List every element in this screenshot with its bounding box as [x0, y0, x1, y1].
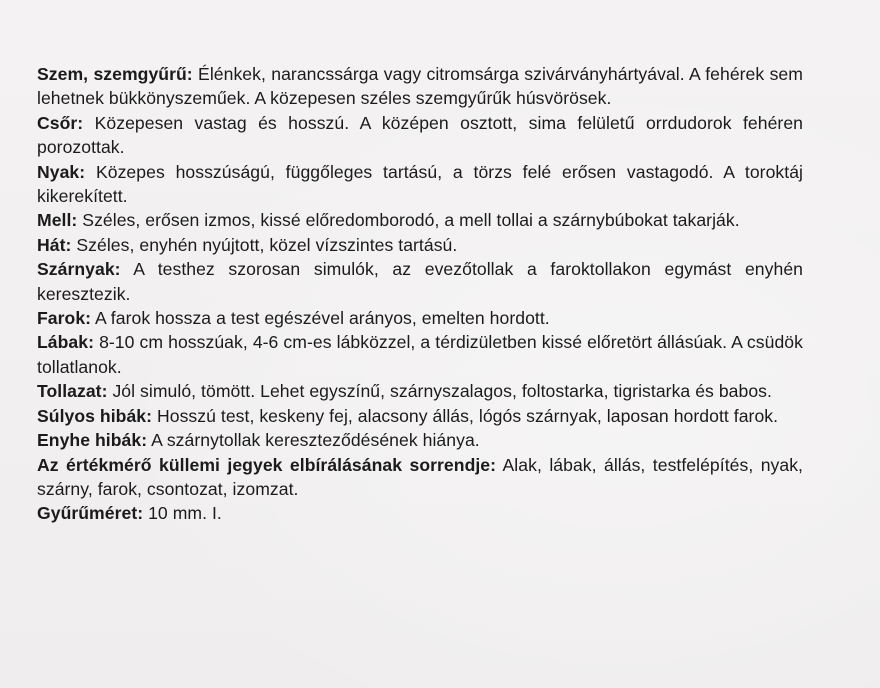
entry-term: Mell: — [37, 210, 78, 231]
entry-text: A testhez szorosan simulók, az evezőtollak a faroktollakon egymást enyhén keresztezik. — [37, 259, 803, 304]
entry-legs — [37, 330, 803, 379]
entry-term: Csőr: — [37, 112, 84, 133]
entry-text: 8-10 cm hosszúak, 4-6 cm-es lábközzel, a térdizületben kissé előretört állásúak. A csüdök tollatlanok. — [37, 332, 803, 377]
entry-term: Súlyos hibák: — [37, 405, 153, 426]
entry-neck — [37, 160, 803, 209]
entry-text: Alak, lábak, állás, testfelépítés, nyak, szárny, farok, csontozat, izomzat. — [37, 454, 803, 499]
entry-text: Széles, erősen izmos, kissé előredomborodó, a mell tollai a szárnybúbokat takarják. — [82, 210, 740, 231]
entry-judging-order — [37, 453, 803, 502]
entry-term: Nyak: — [37, 161, 86, 182]
entry-text: Közepes hosszúságú, függőleges tartású, a törzs felé erősen vastagodó. A toroktáj kikerekített. — [37, 161, 803, 207]
entry-term: Farok: — [37, 308, 92, 329]
entry-term: Enyhe hibák: — [37, 430, 148, 451]
entry-term: Hát: — [37, 234, 72, 255]
entry-term: Szem, szemgyűrű: — [37, 64, 193, 84]
entry-text: Élénkek, narancssárga vagy citromsárga szivárványhártyával. A fehérek sem lehetnek bükkönyszeműek. A közepesen széles szemgyűrűk húsvörösek. — [37, 64, 803, 109]
entry-minor-faults — [37, 428, 803, 452]
entry-tail — [37, 306, 803, 330]
entry-text: Jól simuló, tömött. Lehet egyszínű, szárnyszalagos, foltostarka, tigristarka és babos. — [112, 381, 772, 402]
entry-term: Tollazat: — [37, 381, 108, 402]
entry-term: Szárnyak: — [37, 259, 121, 280]
entry-eye — [37, 62, 803, 111]
entry-breast — [37, 208, 803, 232]
entry-text: Széles, enyhén nyújtott, közel vízszintes tartású. — [76, 234, 458, 255]
entry-back — [37, 233, 803, 257]
entry-text: Közepesen vastag és hosszú. A középen osztott, sima felületű orrdudorok fehéren porozottak. — [37, 112, 803, 158]
entry-text: 10 mm. I. — [148, 503, 222, 524]
entry-plumage — [37, 379, 803, 403]
entry-ring-size — [37, 501, 803, 525]
entry-text: Hosszú test, keskeny fej, alacsony állás, lógós szárnyak, laposan hordott farok. — [157, 405, 779, 426]
entry-term: Gyűrűméret: — [37, 503, 144, 524]
entry-serious-faults — [37, 404, 803, 428]
entry-term: Az értékmérő küllemi jegyek elbírálásának sorrendje: — [37, 454, 497, 475]
entry-text: A farok hossza a test egészével arányos, emelten hordott. — [95, 308, 550, 329]
entry-wings — [37, 257, 803, 306]
entry-beak — [37, 111, 803, 160]
entry-term: Lábak: — [37, 332, 95, 353]
breed-standard-text — [37, 62, 803, 526]
entry-text: A szárnytollak kereszteződésének hiánya. — [151, 430, 480, 451]
